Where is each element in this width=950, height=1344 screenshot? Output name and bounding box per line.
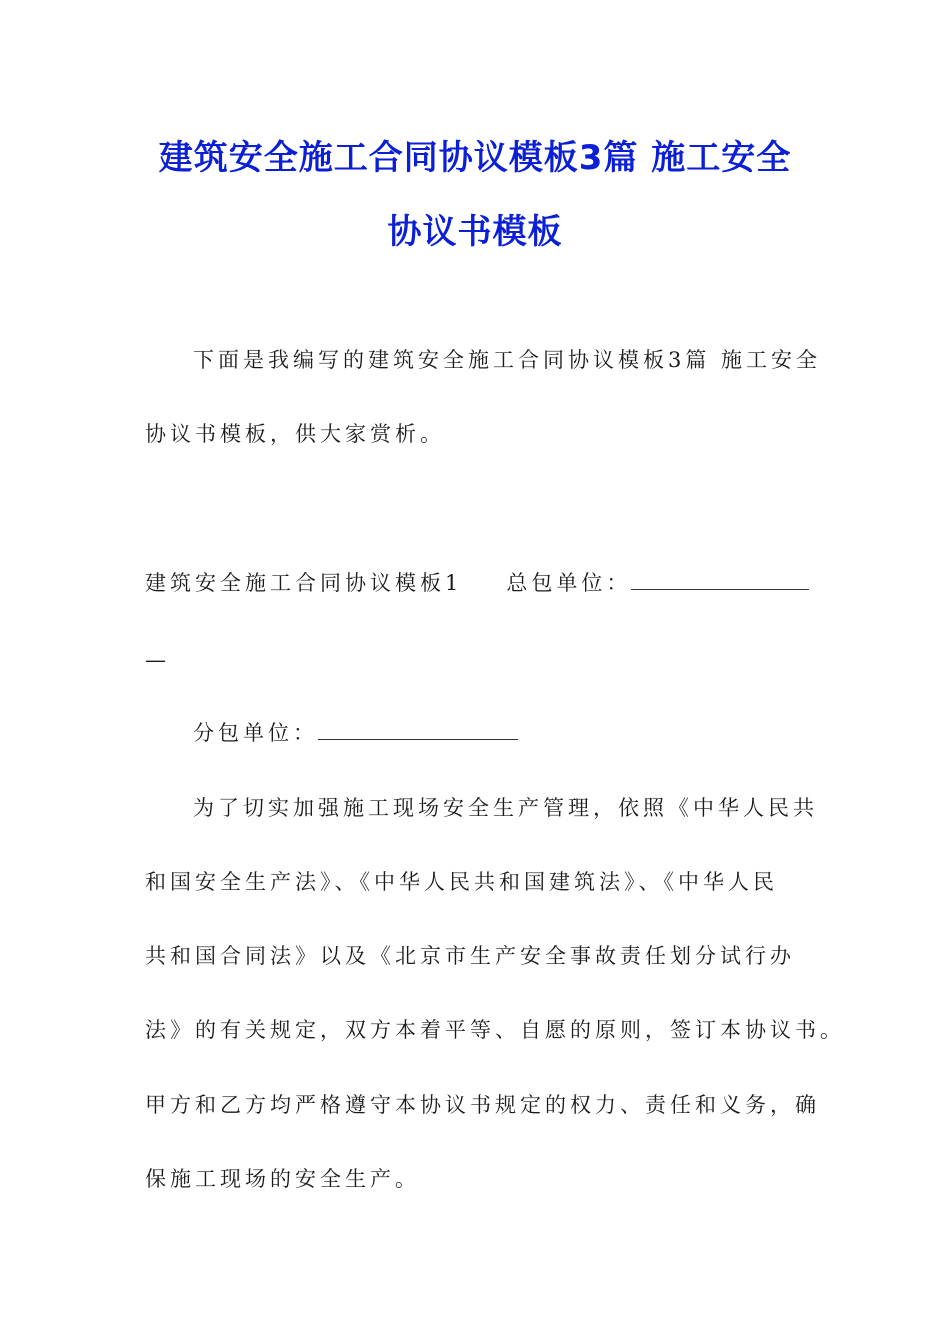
body-line-2: 和国安全生产法》、《中华人民共和国建筑法》、《中华人民 — [145, 870, 778, 894]
body-line-5: 甲方和乙方均严格遵守本协议书规定的权力、责任和义务，确 — [145, 1093, 820, 1117]
body-line-1: 为了切实加强施工现场安全生产管理，依照《中华人民共 — [193, 796, 818, 820]
subcontractor-row — [193, 718, 815, 748]
contractor-blank-tail: — — [145, 648, 170, 672]
subcontractor-label: 分包单位： — [193, 721, 318, 745]
contractor-label: 总包单位： — [506, 571, 632, 595]
body-line-3: 共和国合同法》以及《北京市生产安全事故责任划分试行办 — [145, 944, 795, 968]
body-line-6: 保施工现场的安全生产。 — [145, 1167, 420, 1191]
document-title-line-1: 建筑安全施工合同协议模板3篇 施工安全 — [158, 138, 792, 178]
section-heading: 建筑安全施工合同协议模板1 — [145, 571, 463, 595]
contractor-blank-line — [631, 571, 809, 590]
body-line-4: 法》的有关规定，双方本着平等、自愿的原则，签订本协议书。 — [145, 1018, 845, 1042]
subcontractor-blank-line — [318, 721, 518, 740]
intro-paragraph-line-2: 协议书模板，供大家赏析。 — [145, 422, 445, 446]
section-heading-row — [145, 568, 815, 598]
document-title-line-2: 协议书模板 — [387, 212, 563, 252]
intro-paragraph-line-1: 下面是我编写的建筑安全施工合同协议模板3篇 施工安全 — [193, 348, 822, 372]
